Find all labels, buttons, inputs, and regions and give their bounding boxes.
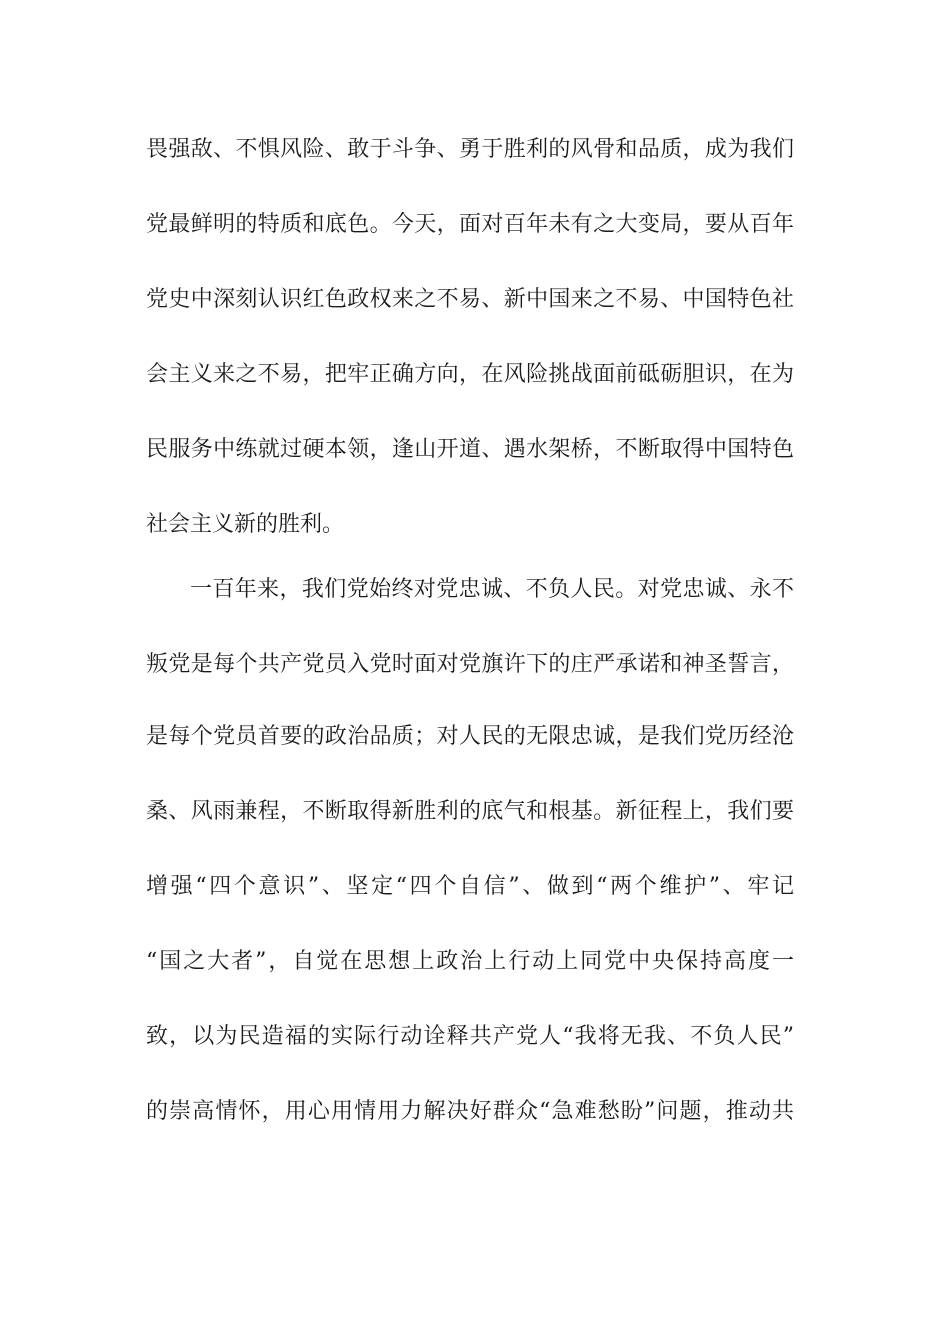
paragraph-2-line-2: 叛党是每个共产党员入党时面对党旗许下的庄严承诺和神圣誓言， [146, 652, 794, 677]
text-line-4: 会主义来之不易，把牢正确方向，在风险挑战面前砥砺胆识，在为 [146, 362, 794, 387]
paragraph-2-line-6: “国之大者”，自觉在思想上政治上行动上同党中央保持高度一 [146, 949, 794, 974]
text-line-5: 民服务中练就过硬本领，逢山开道、遇水架桥，不断取得中国特色 [146, 437, 794, 462]
paragraph-2-line-5: 增强“四个意识”、坚定“四个自信”、做到“两个维护”、牢记 [146, 874, 794, 899]
text-line-1: 畏强敌、不惧风险、敢于斗争、勇于胜利的风骨和品质，成为我们 [146, 137, 794, 162]
paragraph-2-line-8: 的崇高情怀，用心用情用力解决好群众“急难愁盼”问题，推动共 [146, 1099, 794, 1124]
paragraph-2-line-3: 是每个党员首要的政治品质；对人民的无限忠诚，是我们党历经沧 [146, 724, 794, 749]
paragraph-2-line-4: 桑、风雨兼程，不断取得新胜利的底气和根基。新征程上，我们要 [146, 799, 794, 824]
paragraph-2-line-7: 致，以为民造福的实际行动诠释共产党人“我将无我、不负人民” [146, 1024, 794, 1049]
text-line-3: 党史中深刻认识红色政权来之不易、新中国来之不易、中国特色社 [146, 287, 794, 312]
text-line-2: 党最鲜明的特质和底色。今天，面对百年未有之大变局，要从百年 [146, 212, 794, 237]
text-line-6: 社会主义新的胜利。 [146, 512, 345, 537]
paragraph-2-line-1: 一百年来，我们党始终对党忠诚、不负人民。对党忠诚、永不 [190, 577, 794, 602]
